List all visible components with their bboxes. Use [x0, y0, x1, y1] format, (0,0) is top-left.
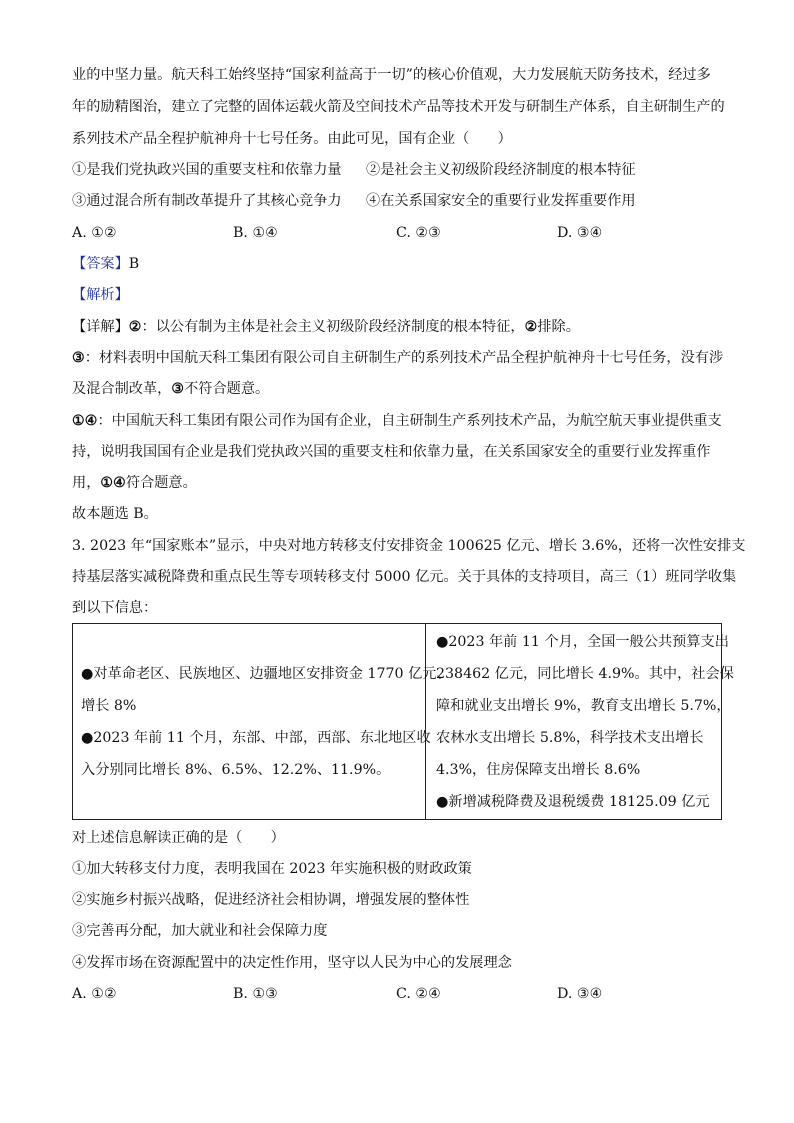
q2-analysis-tag-line [72, 284, 129, 306]
q2-detail-line-3 [72, 378, 269, 400]
q2-answer [72, 253, 139, 275]
q3-statement-1: ①加大转移支付力度，表明我国在 2023 年实施积极的财政政策 [72, 861, 472, 877]
q3-option-d: D. ③④ [557, 986, 603, 1002]
q2-statement-1: ①是我们党执政兴国的重要支柱和依靠力量 [72, 162, 342, 178]
table-right-line: 238462 亿元，同比增长 4.9%。其中，社会保 [436, 665, 734, 682]
q3-option-a: A. ①② [72, 986, 117, 1002]
q2-detail-line-1 [72, 316, 580, 338]
detail-text: 及混合制改革， [72, 381, 172, 397]
q2-statement-3: ③通过混合所有制改革提升了其核心竞争力 [72, 193, 342, 209]
table-left-line: ●对革命老区、民族地区、边疆地区安排资金 1770 亿元、 [81, 665, 451, 682]
detail-text: 不符合题意。 [184, 381, 270, 397]
q3-statement-3: ③完善再分配，加大就业和社会保障力度 [72, 923, 328, 939]
detail-text: 符合题意。 [125, 475, 197, 491]
table-left-line: 入分别同比增长 8%、6.5%、12.2%、11.9%。 [81, 761, 391, 778]
detail-text: ：中国航天科工集团有限公司作为国有企业，自主研制生产系列技术产品，为航空航天事业提供重支 [97, 413, 722, 429]
detail-mark: ③ [72, 350, 85, 366]
q2-stem-line-2: 年的励精图治，建立了完整的固体运载火箭及空间技术产品等技术开发与研制生产体系，自主研制生产的 [72, 99, 725, 115]
detail-text: 用， [72, 475, 101, 491]
q2-detail-line-6 [72, 472, 197, 494]
detail-text: ：材料表明中国航天科工集团有限公司自主研制生产的系列技术产品全程护航神舟十七号任务，没有涉 [84, 350, 724, 366]
q3-option-b: B. ①③ [233, 986, 278, 1002]
detail-text: ：以公有制为主体是社会主义初级阶段经济制度的根本特征， [141, 319, 525, 335]
q2-detail-line-2 [72, 347, 723, 369]
q2-detail-line-4 [72, 410, 722, 432]
q2-statement-4: ④在关系国家安全的重要行业发挥重要作用 [366, 193, 636, 209]
q2-option-a: A. ①② [72, 225, 117, 241]
table-left-line: ●2023 年前 11 个月，东部、中部，西部、东北地区收 [81, 729, 431, 746]
answer-value: B [128, 256, 140, 272]
answer-tag: 【答案】 [72, 256, 129, 272]
table-right-line: ●2023 年前 11 个月，全国一般公共预算支出 [436, 633, 729, 650]
info-table-right-cell [426, 624, 734, 820]
table-right-line: ●新增减税降费及退税缓费 18125.09 亿元 [436, 793, 710, 810]
table-right-line: 4.3%，住房保障支出增长 8.6% [436, 761, 641, 778]
table-right-line: 障和就业支出增长 9%，教育支出增长 5.7%， [436, 697, 731, 714]
q2-stem-line-1: 业的中坚力量。航天科工始终坚持“国家利益高于一切”的核心价值观，大力发展航天防务技术，经过多 [72, 67, 711, 83]
q2-option-c: C. ②③ [396, 225, 441, 241]
q2-stem-line-3: 系列技术产品全程护航神舟十七号任务。由此可见，国有企业（ ） [72, 131, 512, 147]
analysis-tag: 【解析】 [72, 287, 129, 303]
q3-question: 对上述信息解读正确的是（ ） [72, 830, 285, 846]
detail-text: 排除。 [537, 319, 580, 335]
table-left-line: 增长 8% [81, 697, 137, 714]
q2-option-b: B. ①④ [233, 225, 278, 241]
info-table [72, 623, 734, 820]
q2-option-d: D. ③④ [557, 225, 603, 241]
q2-detail-line-5: 持，说明我国国有企业是我们党执政兴国的重要支柱和依靠力量，在关系国家安全的重要行业发挥重作 [72, 444, 711, 460]
table-right-line: 农林水支出增长 5.8%，科学技术支出增长 [436, 729, 704, 746]
q3-stem-line-2: 持基层落实减税降费和重点民生等专项转移支付 5000 亿元。关于具体的支持项目，高三（1）班同学收集 [72, 569, 737, 585]
detail-mark: ①④ [72, 413, 98, 429]
q3-option-c: C. ②④ [396, 986, 441, 1002]
q3-stem-line-3: 到以下信息： [72, 600, 158, 616]
q3-stem-line-1: 3. 2023 年“国家账本”显示，中央对地方转移支付安排资金 100625 亿元、增长 3.6%，还将一次性安排支 [72, 538, 746, 554]
detail-mark: ② [524, 319, 538, 335]
q3-statement-2: ②实施乡村振兴战略，促进经济社会相协调，增强发展的整体性 [72, 892, 470, 908]
info-table-left-cell [73, 624, 451, 820]
q2-conclusion: 故本题选 B。 [72, 506, 158, 522]
detail-mark: ③ [171, 381, 185, 397]
detail-mark: ①④ [100, 475, 126, 491]
detail-mark: ② [128, 319, 142, 335]
q3-statement-4: ④发挥市场在资源配置中的决定性作用，坚守以人民为中心的发展理念 [72, 955, 512, 971]
q2-statement-2: ②是社会主义初级阶段经济制度的根本特征 [366, 162, 636, 178]
detail-tag: 【详解】 [72, 319, 129, 335]
